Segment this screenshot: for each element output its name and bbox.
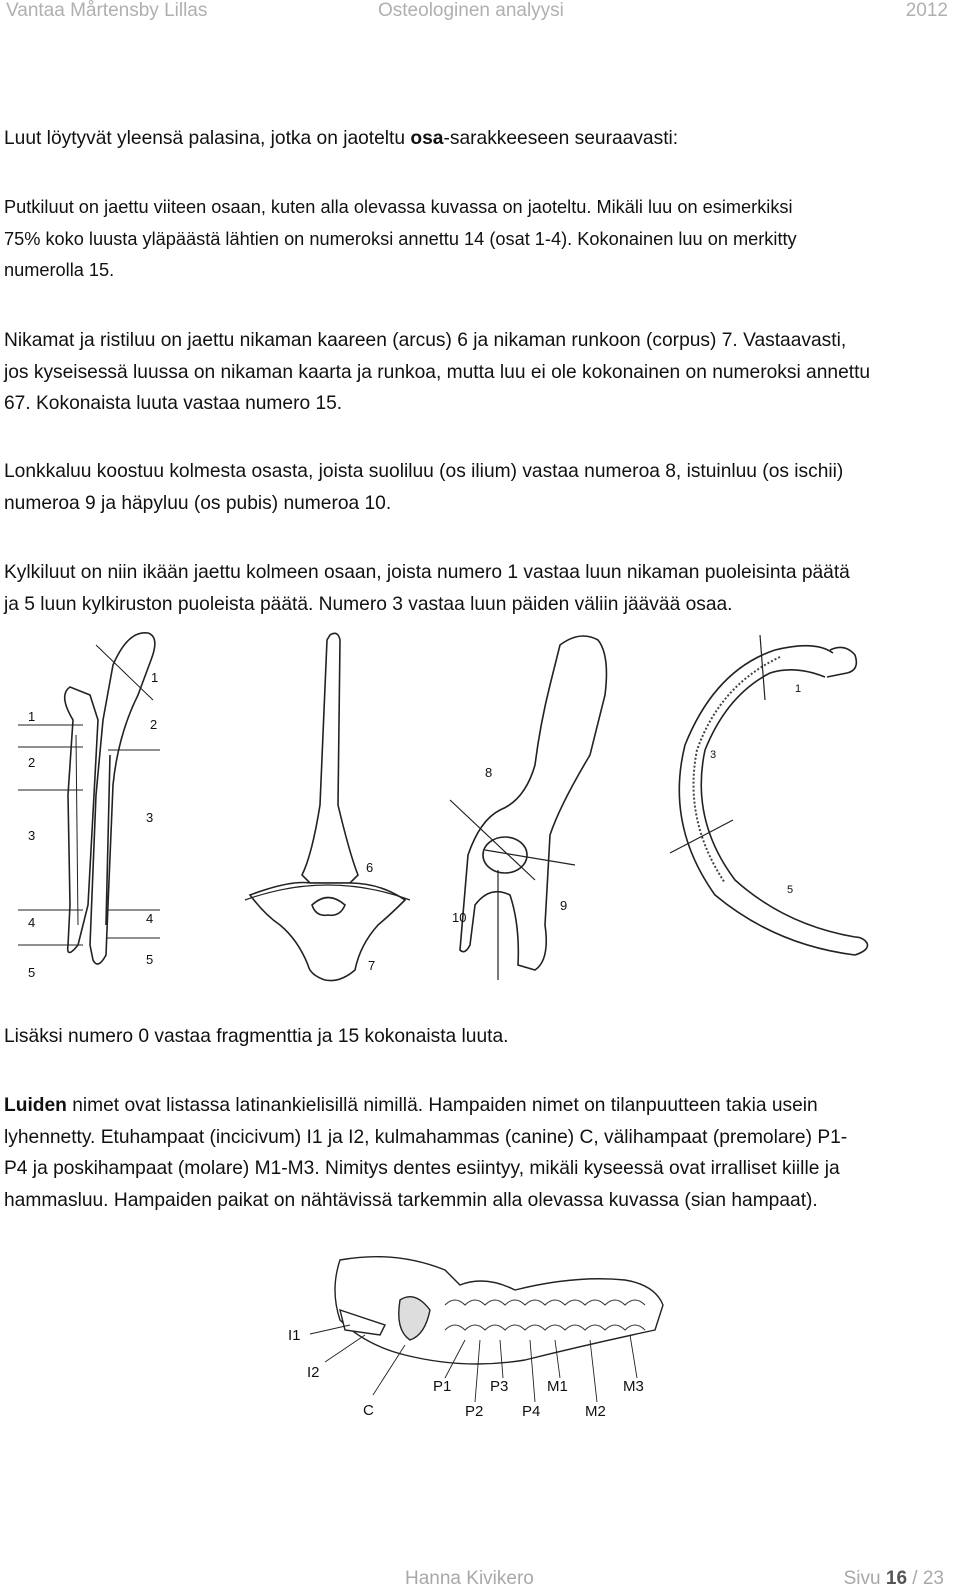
rib-figure [655,625,885,975]
paragraph-fragment: Lisäksi numero 0 vastaa fragmenttia ja 15 kokonaista luuta. [4,1026,509,1047]
label-rib-5: 5 [787,884,794,896]
label-left-3: 3 [28,828,36,843]
label-corpus-7: 7 [368,958,376,973]
teeth-figure [285,1250,670,1425]
label-tooth-M1: M1 [547,1378,568,1395]
paragraph-pelvis: Lonkkaluu koostuu kolmesta osasta, joista suoliluu (os ilium) vastaa numeroa 8, istuinluu (os ischii) numeroa 9 ja häpyluu (os pubis) numeroa 10. [4,461,844,514]
pelvis-figure [440,625,620,985]
vertebra-figure [240,625,415,985]
label-tooth-I2: I2 [307,1364,320,1381]
page-header [6,0,956,26]
paragraph-teeth: Luiden nimet ovat listassa latinankielisillä nimillä. Hampaiden nimet on tilanpuutteen takia usein lyhennetty. Etuhampaat (incicivum) I1 ja I2, kulmahammas (canine) C, välihampaat (premolare) P1- P4 ja poskihampaat (molare) M1-M3. Nimitys dentes esiintyy, mikäli kyseessä ovat irralliset kiille ja hammasluu. Hampaiden paikat on nähtävissä tarkemmin alla olevassa kuvassa (sian hampaat). [4,1095,848,1211]
label-arcus-6: 6 [366,860,374,875]
paragraph-ribs: Kylkiluut on niin ikään jaettu kolmeen osaan, joista numero 1 vastaa luun nikaman puoleisinta päätä ja 5 luun kylkiruston puoleista päätä. Numero 3 vastaa luun päiden väliin jäävää osaa. [4,562,850,615]
label-ischium-9: 9 [560,898,568,913]
footer-author: Hanna Kivikero [405,1568,534,1589]
header-right: 2012 [905,0,948,21]
label-rib-3: 3 [710,749,717,761]
label-tooth-P4: P4 [522,1403,541,1420]
label-right-2: 2 [150,717,158,732]
label-right-5: 5 [146,952,154,967]
paragraph-intro: Luut löytyvät yleensä palasina, jotka on jaoteltu osa-sarakkeeseen seuraavasti: [4,128,679,149]
paragraph-long-bones: Putkiluut on jaettu viiteen osaan, kuten alla olevassa kuvassa on jaoteltu. Mikäli luu on esimerkiksi 75% koko luusta yläpäästä lähtien on numeroksi annettu 14 (osat 1-4). Kokonainen luu on merkitty numerolla 15. [4,197,797,280]
header-left: Vantaa Mårtensby Lillas [6,0,208,21]
label-ilium-8: 8 [485,765,493,780]
label-tooth-P3: P3 [490,1378,509,1395]
label-pubis-10: 10 [452,910,467,925]
paragraph-vertebrae: Nikamat ja ristiluu on jaettu nikaman kaareen (arcus) 6 ja nikaman runkoon (corpus) 7. Vastaavasti, jos kyseisessä luussa on nikaman kaarta ja runkoa, mutta luu ei ole kokonainen on numeroksi annettu 67. Kokonaista luuta vastaa numero 15. [4,330,871,414]
label-right-3: 3 [146,810,154,825]
label-tooth-M3: M3 [623,1378,644,1395]
label-left-5: 5 [28,965,36,980]
label-tooth-M2: M2 [585,1403,606,1420]
label-left-1: 1 [28,709,36,724]
label-right-4: 4 [146,911,154,926]
label-left-4: 4 [28,915,36,930]
footer-page-number: Sivu 16 / 23 [843,1568,944,1589]
label-right-1: 1 [151,670,159,685]
label-tooth-I1: I1 [288,1327,301,1344]
label-tooth-P2: P2 [465,1403,484,1420]
label-tooth-C: C [363,1402,374,1419]
header-center: Osteologinen analyysi [378,0,564,21]
label-rib-1: 1 [795,683,802,695]
label-tooth-P1: P1 [433,1378,452,1395]
long-bone-figure [18,625,198,985]
label-left-2: 2 [28,755,36,770]
